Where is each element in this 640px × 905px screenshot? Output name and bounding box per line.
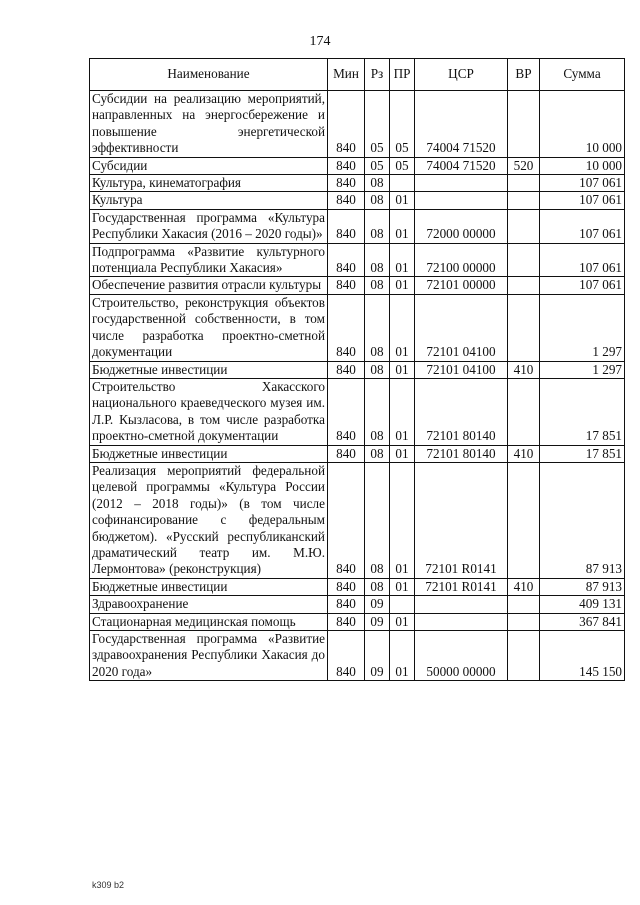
cell-rz: 08 bbox=[365, 378, 390, 445]
column-header-rz: Рз bbox=[365, 59, 390, 91]
cell-sum: 10 000 bbox=[540, 157, 625, 174]
cell-pr: 01 bbox=[390, 192, 415, 209]
cell-vr bbox=[508, 631, 540, 681]
table-row bbox=[90, 91, 625, 158]
cell-sum: 107 061 bbox=[540, 209, 625, 243]
table-row bbox=[90, 294, 625, 361]
column-header-sum: Сумма bbox=[540, 59, 625, 91]
cell-name: Здравоохранение bbox=[90, 596, 328, 613]
cell-pr: 01 bbox=[390, 613, 415, 630]
cell-min: 840 bbox=[328, 631, 365, 681]
cell-min: 840 bbox=[328, 157, 365, 174]
cell-pr bbox=[390, 596, 415, 613]
cell-name: Государственная программа «Культура Республики Хакасия (2016 – 2020 годы)» bbox=[90, 209, 328, 243]
cell-pr: 01 bbox=[390, 294, 415, 361]
cell-min: 840 bbox=[328, 361, 365, 378]
cell-vr bbox=[508, 175, 540, 192]
cell-name: Реализация мероприятий федеральной целевой программы «Культура России (2012 – 2018 годы)» (в том числе софинансирование с федеральным бюджетом). «Русский республиканский драматический театр им. М.Ю. Лермонтова» (реконструкция) bbox=[90, 462, 328, 578]
cell-vr: 410 bbox=[508, 445, 540, 462]
table-body bbox=[90, 91, 625, 681]
cell-rz: 08 bbox=[365, 243, 390, 277]
cell-rz: 08 bbox=[365, 445, 390, 462]
cell-sum: 107 061 bbox=[540, 277, 625, 294]
cell-vr bbox=[508, 613, 540, 630]
cell-rz: 05 bbox=[365, 157, 390, 174]
cell-min: 840 bbox=[328, 445, 365, 462]
column-header-min: Мин bbox=[328, 59, 365, 91]
cell-vr bbox=[508, 91, 540, 158]
cell-min: 840 bbox=[328, 378, 365, 445]
cell-csr bbox=[415, 192, 508, 209]
cell-vr bbox=[508, 243, 540, 277]
cell-vr: 410 bbox=[508, 578, 540, 595]
column-header-name: Наименование bbox=[90, 59, 328, 91]
cell-csr: 74004 71520 bbox=[415, 157, 508, 174]
cell-rz: 08 bbox=[365, 578, 390, 595]
cell-min: 840 bbox=[328, 175, 365, 192]
table-row bbox=[90, 175, 625, 192]
cell-csr: 72101 04100 bbox=[415, 294, 508, 361]
cell-min: 840 bbox=[328, 209, 365, 243]
cell-sum: 107 061 bbox=[540, 243, 625, 277]
cell-csr: 72100 00000 bbox=[415, 243, 508, 277]
cell-rz: 08 bbox=[365, 462, 390, 578]
cell-csr: 72101 80140 bbox=[415, 378, 508, 445]
cell-name: Государственная программа «Развитие здравоохранения Республики Хакасия до 2020 года» bbox=[90, 631, 328, 681]
cell-name: Бюджетные инвестиции bbox=[90, 445, 328, 462]
page-number: 174 bbox=[309, 34, 331, 49]
cell-min: 840 bbox=[328, 596, 365, 613]
cell-pr: 05 bbox=[390, 91, 415, 158]
header-row bbox=[90, 59, 625, 91]
cell-pr: 01 bbox=[390, 361, 415, 378]
cell-name: Стационарная медицинская помощь bbox=[90, 613, 328, 630]
budget-table bbox=[89, 58, 625, 681]
cell-name: Бюджетные инвестиции bbox=[90, 361, 328, 378]
cell-rz: 09 bbox=[365, 596, 390, 613]
cell-pr: 05 bbox=[390, 157, 415, 174]
cell-name: Субсидии на реализацию мероприятий, направленных на энергосбережение и повышение энергетической эффективности bbox=[90, 91, 328, 158]
footer-code: k309 b2 bbox=[92, 880, 125, 890]
cell-min: 840 bbox=[328, 192, 365, 209]
cell-sum: 409 131 bbox=[540, 596, 625, 613]
cell-sum: 1 297 bbox=[540, 294, 625, 361]
cell-name: Субсидии bbox=[90, 157, 328, 174]
cell-vr bbox=[508, 192, 540, 209]
column-header-pr: ПР bbox=[390, 59, 415, 91]
cell-name: Строительство, реконструкция объектов государственной собственности, в том числе разработка проектно-сметной документации bbox=[90, 294, 328, 361]
cell-pr: 01 bbox=[390, 243, 415, 277]
cell-rz: 08 bbox=[365, 294, 390, 361]
table-row bbox=[90, 157, 625, 174]
cell-sum: 17 851 bbox=[540, 378, 625, 445]
cell-sum: 107 061 bbox=[540, 175, 625, 192]
table-row bbox=[90, 631, 625, 681]
cell-min: 840 bbox=[328, 578, 365, 595]
cell-vr bbox=[508, 294, 540, 361]
cell-name: Бюджетные инвестиции bbox=[90, 578, 328, 595]
cell-name: Культура bbox=[90, 192, 328, 209]
cell-vr: 520 bbox=[508, 157, 540, 174]
cell-pr: 01 bbox=[390, 445, 415, 462]
cell-sum: 107 061 bbox=[540, 192, 625, 209]
cell-name: Культура, кинематография bbox=[90, 175, 328, 192]
cell-name: Подпрограмма «Развитие культурного потенциала Республики Хакасия» bbox=[90, 243, 328, 277]
cell-pr: 01 bbox=[390, 209, 415, 243]
cell-csr: 72101 00000 bbox=[415, 277, 508, 294]
column-header-csr: ЦСР bbox=[415, 59, 508, 91]
table-row bbox=[90, 361, 625, 378]
cell-sum: 87 913 bbox=[540, 578, 625, 595]
cell-pr: 01 bbox=[390, 631, 415, 681]
column-header-vr: ВР bbox=[508, 59, 540, 91]
cell-rz: 05 bbox=[365, 91, 390, 158]
cell-sum: 17 851 bbox=[540, 445, 625, 462]
table-row bbox=[90, 243, 625, 277]
cell-csr: 72101 04100 bbox=[415, 361, 508, 378]
cell-sum: 145 150 bbox=[540, 631, 625, 681]
cell-rz: 08 bbox=[365, 175, 390, 192]
cell-rz: 08 bbox=[365, 192, 390, 209]
cell-rz: 08 bbox=[365, 209, 390, 243]
cell-vr bbox=[508, 596, 540, 613]
table-row bbox=[90, 596, 625, 613]
cell-sum: 1 297 bbox=[540, 361, 625, 378]
cell-pr: 01 bbox=[390, 378, 415, 445]
cell-csr: 72101 R0141 bbox=[415, 462, 508, 578]
cell-csr: 50000 00000 bbox=[415, 631, 508, 681]
cell-pr: 01 bbox=[390, 277, 415, 294]
cell-pr: 01 bbox=[390, 578, 415, 595]
table-row bbox=[90, 192, 625, 209]
cell-vr bbox=[508, 209, 540, 243]
table-row bbox=[90, 277, 625, 294]
cell-csr: 72000 00000 bbox=[415, 209, 508, 243]
cell-sum: 87 913 bbox=[540, 462, 625, 578]
cell-rz: 09 bbox=[365, 631, 390, 681]
cell-csr: 72101 R0141 bbox=[415, 578, 508, 595]
cell-rz: 09 bbox=[365, 613, 390, 630]
table-row bbox=[90, 445, 625, 462]
cell-csr bbox=[415, 175, 508, 192]
cell-rz: 08 bbox=[365, 361, 390, 378]
cell-min: 840 bbox=[328, 277, 365, 294]
cell-min: 840 bbox=[328, 91, 365, 158]
cell-csr bbox=[415, 596, 508, 613]
cell-min: 840 bbox=[328, 243, 365, 277]
cell-pr: 01 bbox=[390, 462, 415, 578]
table-row bbox=[90, 209, 625, 243]
cell-vr: 410 bbox=[508, 361, 540, 378]
table-row bbox=[90, 578, 625, 595]
cell-sum: 367 841 bbox=[540, 613, 625, 630]
table-row bbox=[90, 462, 625, 578]
cell-csr: 74004 71520 bbox=[415, 91, 508, 158]
cell-vr bbox=[508, 277, 540, 294]
table-row bbox=[90, 613, 625, 630]
cell-min: 840 bbox=[328, 462, 365, 578]
table-row bbox=[90, 378, 625, 445]
cell-min: 840 bbox=[328, 613, 365, 630]
cell-csr bbox=[415, 613, 508, 630]
cell-name: Строительство Хакасского национального краеведческого музея им. Л.Р. Кызласова, в том числе разработка проектно-сметной документации bbox=[90, 378, 328, 445]
cell-csr: 72101 80140 bbox=[415, 445, 508, 462]
cell-min: 840 bbox=[328, 294, 365, 361]
cell-rz: 08 bbox=[365, 277, 390, 294]
cell-sum: 10 000 bbox=[540, 91, 625, 158]
cell-vr bbox=[508, 462, 540, 578]
cell-vr bbox=[508, 378, 540, 445]
cell-name: Обеспечение развития отрасли культуры bbox=[90, 277, 328, 294]
cell-pr bbox=[390, 175, 415, 192]
